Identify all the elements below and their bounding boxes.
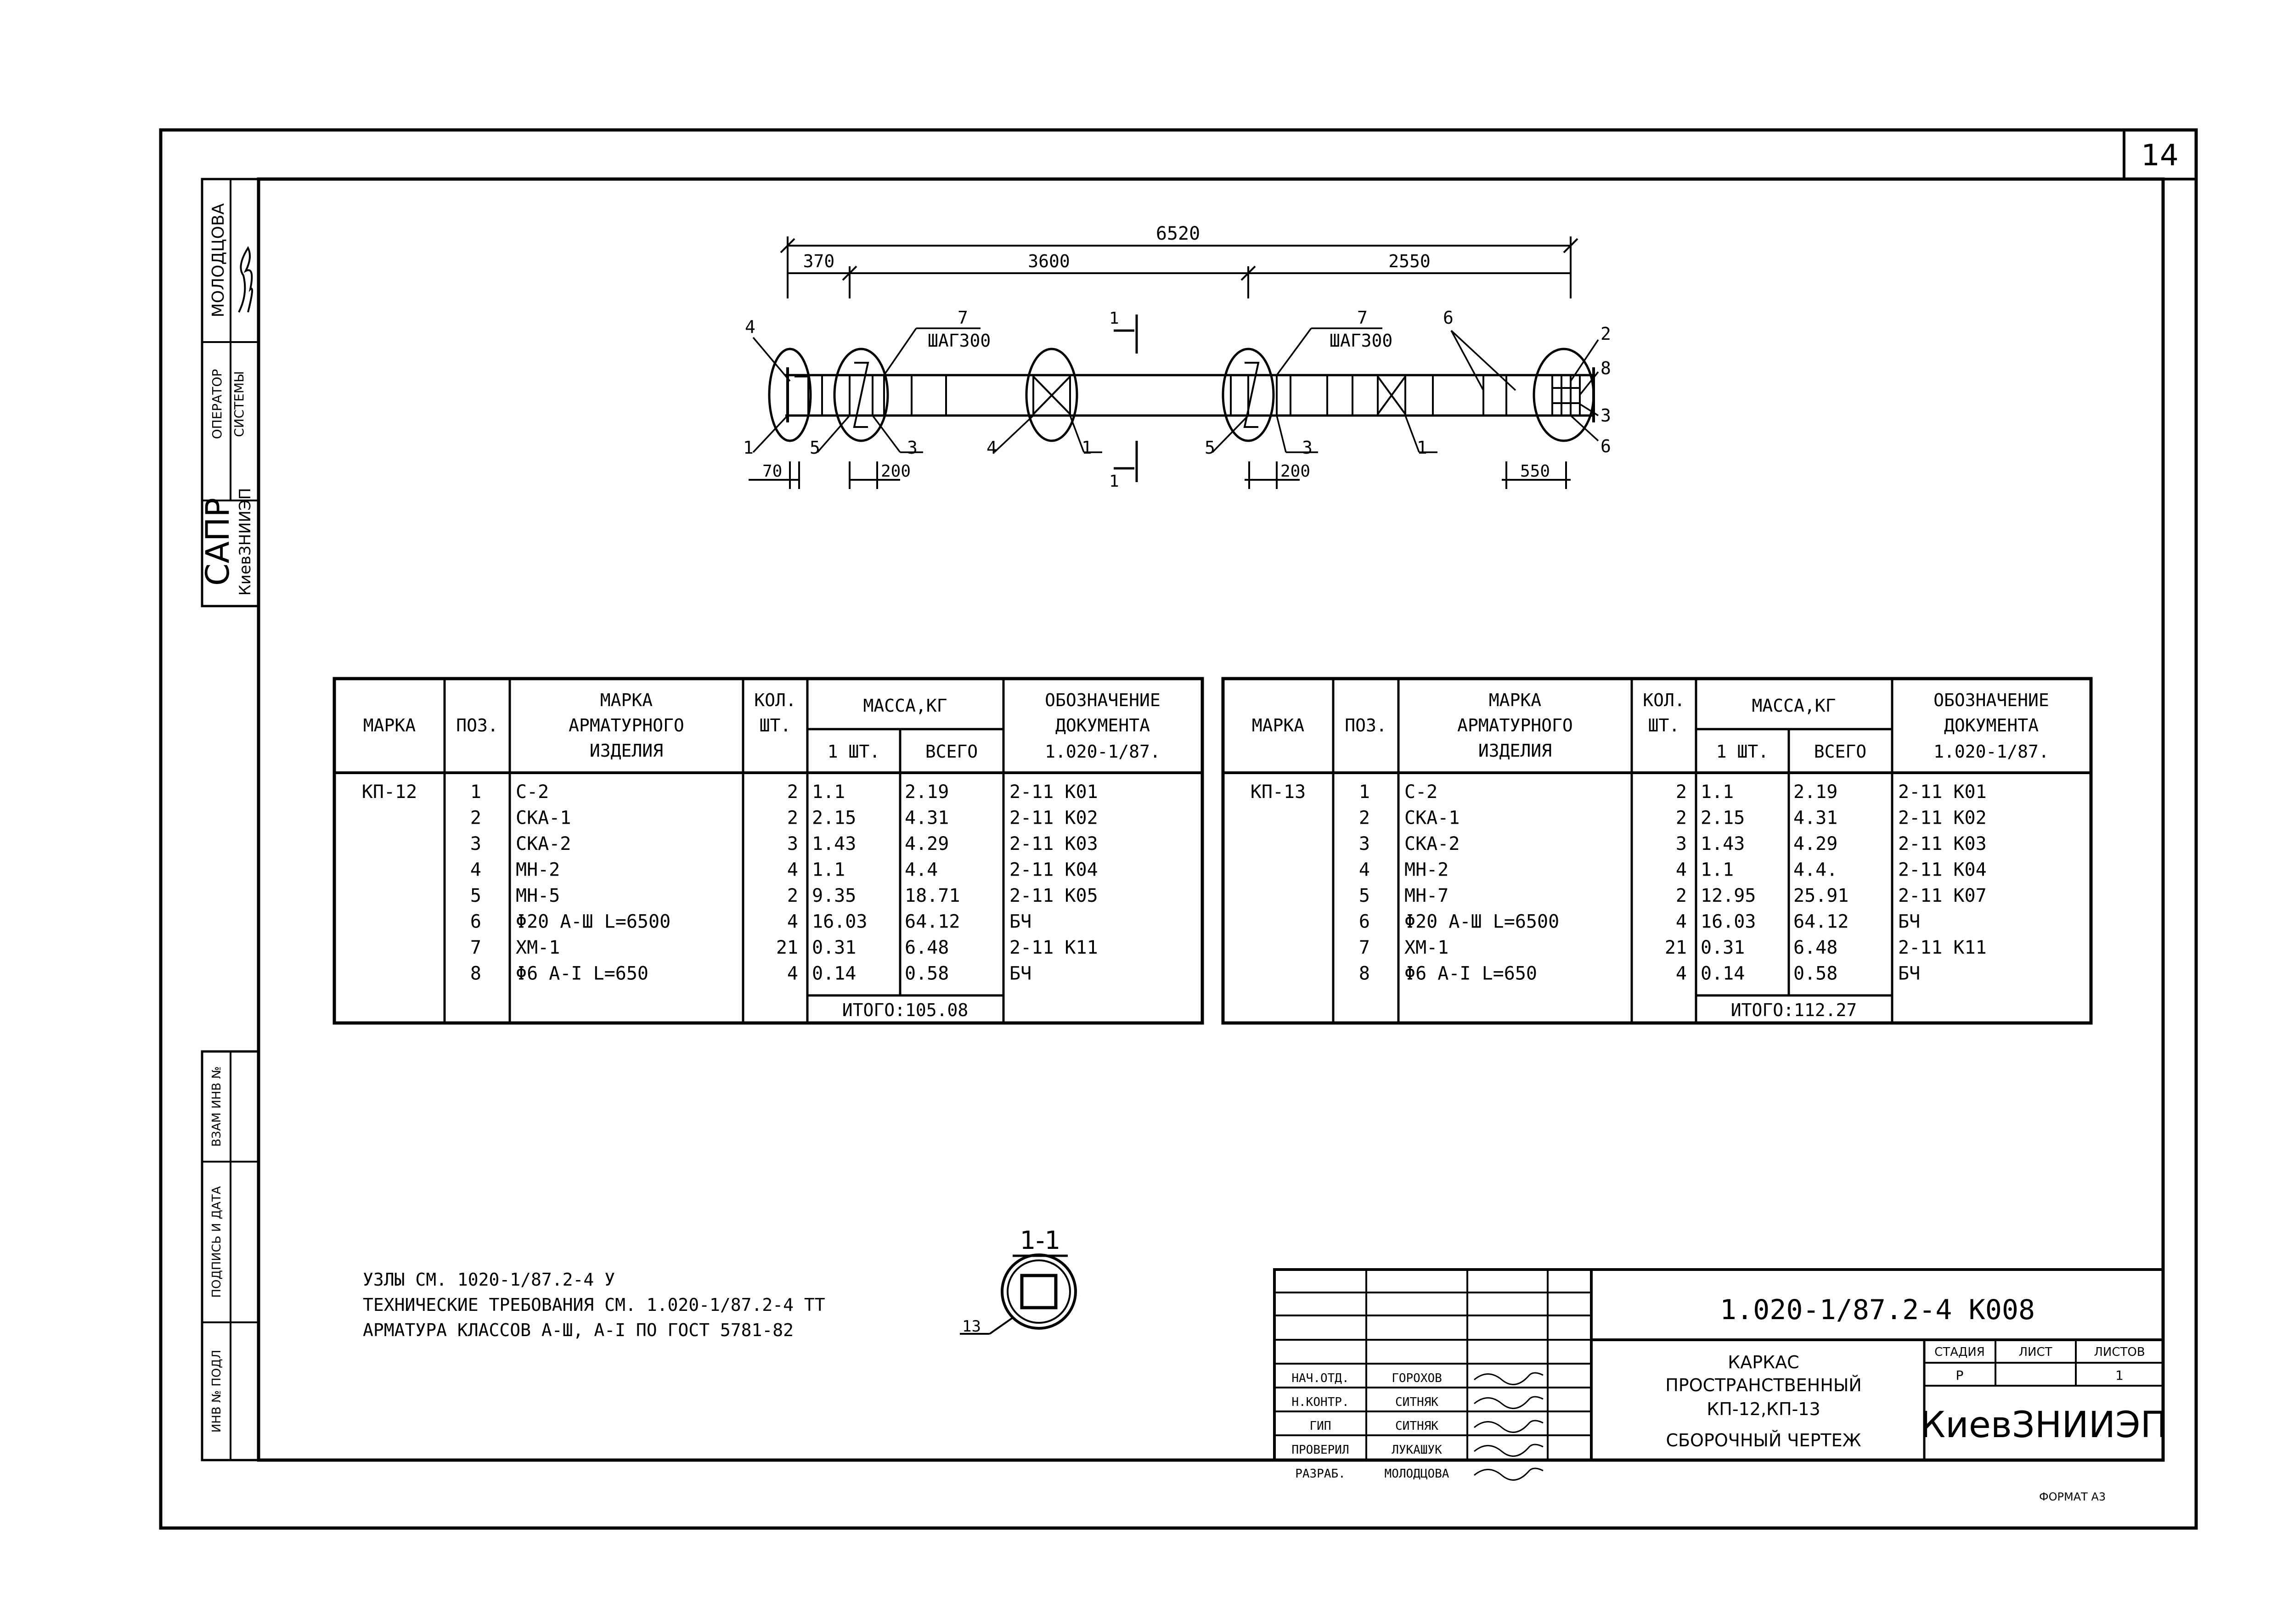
spec-table-1: [334, 679, 1202, 1023]
cell-mass-total: 2.19: [905, 781, 949, 803]
title-line-1: КАРКАС: [1728, 1352, 1799, 1372]
cell-mass-one: 0.31: [812, 937, 857, 958]
itogo-total: ИТОГО:105.08: [842, 1000, 969, 1020]
header-product-1: МАРКА: [1488, 690, 1542, 710]
cell-mass-one: 1.43: [812, 833, 857, 854]
stamp-cell-inv: ИНВ № ПОДЛ: [210, 1349, 224, 1433]
cell-qty: 4: [787, 963, 798, 984]
stage-value: Р: [1956, 1368, 1964, 1383]
stage-label: СТАДИЯ: [1934, 1345, 1985, 1359]
row-marka: КП-13: [1250, 781, 1306, 803]
signature-row: [1295, 1467, 1543, 1481]
cell-poz: 5: [470, 885, 481, 906]
cell-qty: 3: [787, 833, 798, 854]
cell-mass-one: 1.1: [1701, 859, 1734, 881]
cell-qty: 2: [787, 781, 798, 803]
cell-mass-total: 4.29: [905, 833, 949, 854]
title-block: [1274, 1270, 2167, 1481]
cell-doc: 2-11 К05: [1009, 885, 1098, 906]
sheets-value: 1: [2115, 1368, 2124, 1383]
cell-product: ХМ-1: [1404, 937, 1449, 958]
note-1: УЗЛЫ СМ. 1020-1/87.2-4 У: [363, 1270, 615, 1290]
cell-product: Φ20 А-Ш L=6500: [516, 911, 671, 933]
title-line-3: КП-12,КП-13: [1707, 1399, 1820, 1419]
cell-mass-total: 64.12: [905, 911, 960, 933]
sheet-number: 14: [2141, 139, 2179, 173]
cell-poz: 2: [470, 807, 481, 829]
header-qty-2: ШТ.: [1648, 715, 1680, 736]
header-qty-2: ШТ.: [759, 715, 791, 736]
cell-doc: 2-11 К07: [1898, 885, 1987, 906]
header-qty-1: КОЛ.: [754, 690, 796, 710]
header-doc-2: ДОКУМЕНТА: [1944, 715, 2039, 736]
cell-product: МН-2: [1404, 859, 1449, 881]
drawing-code: 1.020-1/87.2-4 К008: [1719, 1294, 2035, 1326]
cell-mass-total: 4.31: [905, 807, 949, 829]
header-mass-total: ВСЕГО: [1814, 742, 1867, 762]
cell-mass-total: 4.29: [1793, 833, 1838, 854]
cell-poz: 3: [470, 833, 481, 854]
spec-table-2: [1223, 679, 2091, 1023]
header-mass-one: 1 ШТ.: [1716, 742, 1769, 762]
cell-mass-one: 0.31: [1701, 937, 1745, 958]
cell-poz: 5: [1358, 885, 1370, 906]
cell-doc: 2-11 К04: [1009, 859, 1098, 881]
cell-poz: 2: [1358, 807, 1370, 829]
cell-qty: 3: [1675, 833, 1687, 854]
cell-doc: БЧ: [1009, 911, 1032, 933]
header-doc-3: 1.020-1/87.: [1045, 742, 1161, 762]
header-mass: МАССА,КГ: [1752, 696, 1836, 716]
header-qty-1: КОЛ.: [1643, 690, 1685, 710]
role-label: РАЗРАБ.: [1295, 1467, 1346, 1481]
cell-doc: БЧ: [1898, 911, 1921, 933]
pos-label-7: 1: [1082, 438, 1092, 458]
role-name: МОЛОДЦОВА: [1384, 1467, 1449, 1481]
cell-product: ХМ-1: [516, 937, 560, 958]
cell-qty: 2: [787, 885, 798, 906]
sheet-number-box: [2124, 130, 2196, 179]
pos-label-2: 1: [743, 438, 754, 458]
pos-label-13: 2: [1600, 324, 1611, 344]
cell-qty: 4: [787, 911, 798, 933]
dim-bottom-4: 550: [1520, 462, 1550, 481]
row-marka: КП-12: [361, 781, 417, 803]
cell-mass-one: 9.35: [812, 885, 857, 906]
cell-qty: 4: [1675, 963, 1687, 984]
notes: [363, 1270, 825, 1340]
cell-mass-total: 25.91: [1793, 885, 1849, 906]
cell-product: СКА-1: [516, 807, 571, 829]
cell-qty: 21: [776, 937, 798, 958]
cell-product: МН-5: [516, 885, 560, 906]
header-marka: МАРКА: [1251, 715, 1305, 736]
cell-doc: 2-11 К11: [1009, 937, 1098, 958]
pos-label-15: 3: [1600, 405, 1611, 426]
note-3: АРМАТУРА КЛАССОВ А-Ш, А-I ПО ГОСТ 5781-82: [363, 1320, 794, 1340]
cell-mass-total: 0.58: [1793, 963, 1838, 984]
dim-segment-2: 3600: [1028, 251, 1070, 271]
role-label: ГИП: [1309, 1419, 1331, 1433]
spec-tables: [334, 679, 2091, 1023]
role-name: СИТНЯК: [1395, 1419, 1438, 1433]
cell-poz: 1: [470, 781, 481, 803]
section-pos: 13: [962, 1317, 981, 1336]
elevation-view: [743, 223, 1611, 491]
header-mass-one: 1 ШТ.: [827, 742, 880, 762]
cell-product: МН-2: [516, 859, 560, 881]
cell-mass-total: 6.48: [1793, 937, 1838, 958]
stamp-operator-line2: СИСТЕМЫ: [231, 371, 247, 437]
cell-mass-one: 0.14: [812, 963, 857, 984]
itogo-total: ИТОГО:112.27: [1730, 1000, 1857, 1020]
cell-mass-one: 1.1: [812, 781, 845, 803]
format-label: ФОРМАТ А3: [2039, 1490, 2106, 1503]
signature-row: [1291, 1443, 1543, 1457]
cell-poz: 3: [1358, 833, 1370, 854]
stamp-signature: [239, 248, 252, 312]
cell-doc: 2-11 К02: [1898, 807, 1987, 829]
cell-mass-one: 1.43: [1701, 833, 1745, 854]
cell-qty: 2: [1675, 807, 1687, 829]
cell-mass-total: 2.19: [1793, 781, 1838, 803]
cell-mass-total: 0.58: [905, 963, 949, 984]
cell-mass-one: 1.1: [812, 859, 845, 881]
cell-poz: 1: [1358, 781, 1370, 803]
cell-doc: 2-11 К11: [1898, 937, 1987, 958]
cell-mass-total: 4.31: [1793, 807, 1838, 829]
cell-qty: 4: [1675, 859, 1687, 881]
cell-mass-one: 16.03: [1701, 911, 1756, 933]
cell-poz: 8: [1358, 963, 1370, 984]
cell-poz: 7: [1358, 937, 1370, 958]
signature-row: [1310, 1419, 1543, 1433]
header-doc-2: ДОКУМЕНТА: [1055, 715, 1150, 736]
pos-label-5: 7: [958, 308, 968, 328]
cell-qty: 4: [787, 859, 798, 881]
note-2: ТЕХНИЧЕСКИЕ ТРЕБОВАНИЯ СМ. 1.020-1/87.2-4 ТТ: [363, 1295, 825, 1315]
cell-doc: БЧ: [1009, 963, 1032, 984]
cell-product: СКА-1: [1404, 807, 1460, 829]
role-label: Н.КОНТР.: [1291, 1395, 1349, 1409]
pos-label-12: 6: [1443, 308, 1454, 328]
step-label-1: ШАГ300: [928, 331, 991, 351]
pos-label-10: 7: [1357, 308, 1368, 328]
cell-doc: 2-11 К01: [1898, 781, 1987, 803]
section-mark-bottom: 1: [1109, 472, 1119, 491]
cell-mass-one: 1.1: [1701, 781, 1734, 803]
cell-product: СКА-2: [516, 833, 571, 854]
cell-poz: 6: [470, 911, 481, 933]
header-product-2: АРМАТУРНОГО: [1457, 715, 1573, 736]
header-doc-1: ОБОЗНАЧЕНИЕ: [1045, 690, 1161, 710]
cell-qty: 2: [1675, 885, 1687, 906]
title-line-2: ПРОСТРАНСТВЕННЫЙ: [1665, 1375, 1862, 1395]
pos-label-1: 4: [745, 317, 755, 337]
cell-product: СКА-2: [1404, 833, 1460, 854]
section-1-1: [960, 1226, 1076, 1336]
stamp-cell-vzam: ВЗАМ ИНВ №: [210, 1066, 224, 1147]
dim-segment-3: 2550: [1388, 251, 1431, 271]
cell-poz: 4: [470, 859, 481, 881]
cell-mass-one: 12.95: [1701, 885, 1756, 906]
role-name: СИТНЯК: [1395, 1395, 1438, 1409]
header-poz: ПОЗ.: [456, 715, 498, 736]
cell-mass-total: 6.48: [905, 937, 949, 958]
header-mass-total: ВСЕГО: [925, 742, 978, 762]
header-product-2: АРМАТУРНОГО: [569, 715, 684, 736]
cell-doc: 2-11 К04: [1898, 859, 1987, 881]
cell-product: С-2: [516, 781, 549, 803]
header-doc-3: 1.020-1/87.: [1933, 742, 2049, 762]
stamp-cell-podpis: ПОДПИСЬ И ДАТА: [210, 1186, 224, 1298]
signature-row: [1291, 1395, 1543, 1409]
dim-segment-1: 370: [803, 251, 835, 271]
role-name: ГОРОХОВ: [1392, 1371, 1442, 1385]
cell-qty: 2: [1675, 781, 1687, 803]
cell-poz: 6: [1358, 911, 1370, 933]
pos-label-9: 3: [1302, 438, 1313, 458]
signature-row: [1291, 1371, 1543, 1385]
cell-qty: 4: [1675, 911, 1687, 933]
org-name: КиевЗНИИЭП: [1920, 1405, 2168, 1446]
stamp-sapr: САПР: [199, 498, 237, 586]
role-name: ЛУКАШУК: [1392, 1443, 1442, 1457]
header-product-3: ИЗДЕЛИЯ: [1478, 741, 1552, 761]
cell-doc: БЧ: [1898, 963, 1921, 984]
cell-mass-one: 16.03: [812, 911, 868, 933]
pos-label-8: 5: [1205, 438, 1215, 458]
cell-mass-one: 0.14: [1701, 963, 1745, 984]
stamp-org: КиевЗНИИЭП: [236, 488, 254, 596]
header-product-1: МАРКА: [600, 690, 653, 710]
pos-label-16: 6: [1600, 436, 1611, 456]
header-product-3: ИЗДЕЛИЯ: [589, 741, 664, 761]
cell-poz: 7: [470, 937, 481, 958]
role-label: НАЧ.ОТД.: [1291, 1371, 1349, 1385]
role-label: ПРОВЕРИЛ: [1291, 1443, 1349, 1457]
stamp-surname: МОЛОДЦОВА: [209, 203, 228, 318]
dim-total: 6520: [1155, 223, 1200, 244]
dim-bottom-1: 70: [762, 462, 783, 481]
signature-scribble: [1474, 1397, 1543, 1408]
cell-mass-one: 2.15: [812, 807, 857, 829]
section-mark-top: 1: [1109, 309, 1119, 328]
title-line-4: СБОРОЧНЫЙ ЧЕРТЕЖ: [1666, 1430, 1861, 1450]
header-mass: МАССА,КГ: [863, 696, 947, 716]
cell-product: Φ20 А-Ш L=6500: [1404, 911, 1560, 933]
signature-scribble: [1474, 1373, 1543, 1384]
cell-doc: 2-11 К02: [1009, 807, 1098, 829]
cell-mass-total: 18.71: [905, 885, 960, 906]
cell-doc: 2-11 К01: [1009, 781, 1098, 803]
cell-qty: 21: [1664, 937, 1687, 958]
sheets-label: ЛИСТОВ: [2094, 1345, 2145, 1359]
pos-label-6: 4: [986, 438, 997, 458]
cell-product: С-2: [1404, 781, 1438, 803]
cell-doc: 2-11 К03: [1009, 833, 1098, 854]
step-label-2: ШАГ300: [1330, 331, 1393, 351]
cell-mass-total: 64.12: [1793, 911, 1849, 933]
cell-mass-total: 4.4.: [1793, 859, 1838, 881]
header-doc-1: ОБОЗНАЧЕНИЕ: [1933, 690, 2049, 710]
pos-label-11: 1: [1417, 438, 1427, 458]
cell-product: Φ6 А-I L=650: [1404, 963, 1537, 984]
cell-poz: 4: [1358, 859, 1370, 881]
signature-scribble: [1474, 1468, 1543, 1480]
side-stamp: [199, 179, 259, 1460]
sheet-label: ЛИСТ: [2018, 1345, 2052, 1359]
cell-mass-one: 2.15: [1701, 807, 1745, 829]
cell-poz: 8: [470, 963, 481, 984]
section-title: 1-1: [1020, 1226, 1061, 1255]
pos-label-4: 3: [907, 438, 918, 458]
header-marka: МАРКА: [363, 715, 416, 736]
stamp-operator-line1: ОПЕРАТОР: [209, 369, 225, 439]
signature-scribble: [1474, 1421, 1543, 1432]
pos-label-14: 8: [1600, 358, 1611, 378]
cell-qty: 2: [787, 807, 798, 829]
signature-scribble: [1474, 1444, 1543, 1456]
cell-doc: 2-11 К03: [1898, 833, 1987, 854]
dim-bottom-3: 200: [1280, 462, 1311, 481]
cell-mass-total: 4.4: [905, 859, 938, 881]
cell-product: Φ6 А-I L=650: [516, 963, 648, 984]
header-poz: ПОЗ.: [1345, 715, 1387, 736]
cell-product: МН-7: [1404, 885, 1449, 906]
pos-label-3: 5: [810, 438, 820, 458]
dim-bottom-2: 200: [881, 462, 911, 481]
